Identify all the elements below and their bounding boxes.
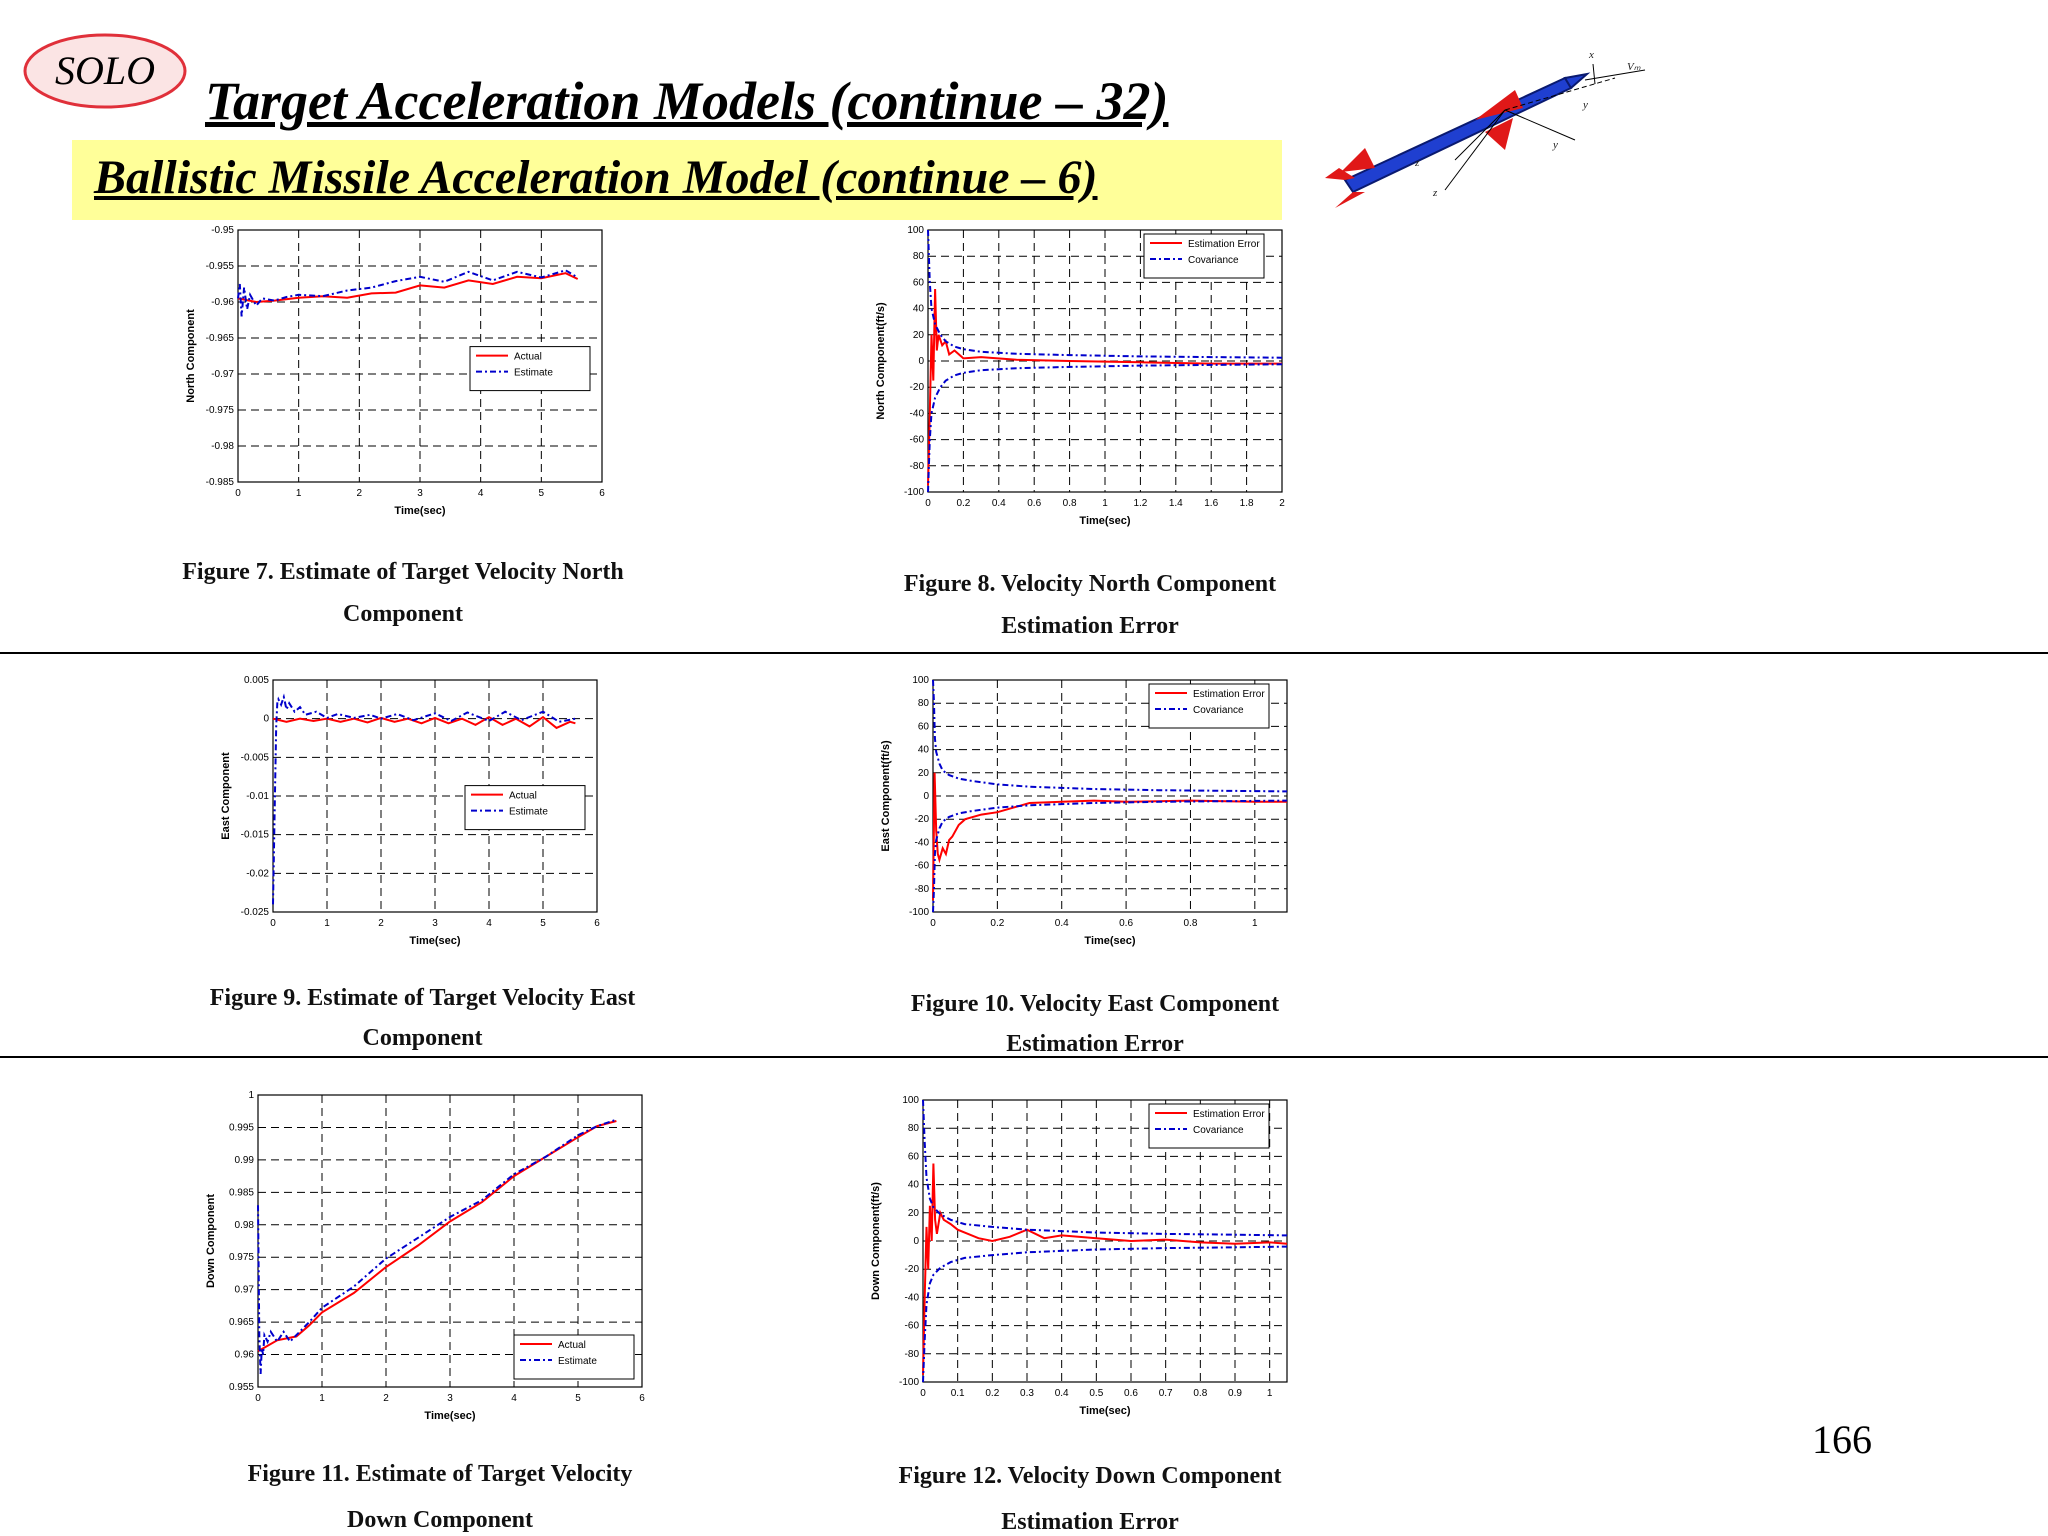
figure-8-caption xyxy=(880,572,1300,638)
x-tick-label: 2 xyxy=(1279,498,1285,509)
x-tick-label: 0.5 xyxy=(1089,1388,1104,1399)
legend xyxy=(514,1335,634,1379)
legend xyxy=(470,347,590,391)
x-tick-label: 2 xyxy=(383,1393,389,1404)
x-tick-label: 1 xyxy=(295,488,302,499)
legend xyxy=(465,786,585,830)
x-tick-label: 1.4 xyxy=(1168,498,1183,509)
x-tick-label: 0 xyxy=(235,488,241,499)
figure-12-caption xyxy=(860,1464,1320,1534)
legend xyxy=(1149,1104,1269,1148)
x-tick-label: 0 xyxy=(255,1393,261,1404)
x-tick-label: 5 xyxy=(575,1393,581,1404)
x-tick-label: 0.2 xyxy=(956,498,971,509)
figure-12-chart xyxy=(865,1090,1295,1430)
legend-label: Actual xyxy=(509,790,537,802)
y-tick-label: 40 xyxy=(917,744,929,756)
caption-line-2: Down Component xyxy=(346,1507,534,1533)
legend-label: Estimate xyxy=(509,806,548,818)
y-tick-label: 100 xyxy=(902,1095,919,1106)
y-tick-label: -0.965 xyxy=(205,333,234,344)
caption-line-2: Component xyxy=(342,601,463,627)
y-tick-label: -60 xyxy=(904,1320,919,1332)
figure-7-chart xyxy=(180,220,610,530)
svg-text:z: z xyxy=(1433,187,1438,199)
y-tick-label: 0.97 xyxy=(234,1284,254,1296)
y-tick-label: 0.96 xyxy=(234,1349,254,1361)
logo-text: SOLO xyxy=(54,48,156,93)
y-tick-label: -0.985 xyxy=(205,477,234,488)
y-tick-label: 0.985 xyxy=(228,1187,254,1199)
y-tick-label: -0.02 xyxy=(246,868,269,880)
x-tick-label: 0 xyxy=(920,1388,926,1399)
figure-10-chart xyxy=(875,670,1295,960)
y-tick-label: 80 xyxy=(907,1123,919,1135)
y-axis-label: Down Component xyxy=(205,1193,217,1289)
caption-line-1: Figure 9. Estimate of Target Velocity East xyxy=(209,985,636,1011)
x-tick-label: 0.7 xyxy=(1158,1388,1173,1399)
page-number: 166 xyxy=(1812,1417,1872,1462)
row-divider-1 xyxy=(0,652,2048,654)
y-tick-label: 0 xyxy=(923,791,929,802)
x-tick-label: 0 xyxy=(270,918,276,929)
caption-line-2: Estimation Error xyxy=(1001,1509,1179,1535)
y-tick-label: -80 xyxy=(904,1348,919,1360)
y-tick-label: -60 xyxy=(914,860,929,872)
y-tick-label: 0 xyxy=(913,1236,919,1247)
y-tick-label: 0.975 xyxy=(228,1252,254,1264)
y-tick-label: -0.025 xyxy=(240,907,269,918)
y-tick-label: 1 xyxy=(248,1090,254,1101)
x-tick-label: 0.4 xyxy=(991,498,1006,509)
solo-logo xyxy=(22,32,188,110)
x-tick-label: 0.3 xyxy=(1020,1388,1034,1399)
y-tick-label: 0.005 xyxy=(243,675,269,686)
missile-body xyxy=(1325,74,1587,208)
y-tick-label: -0.97 xyxy=(211,369,234,380)
x-tick-label: 2 xyxy=(356,488,363,499)
y-axis-label: East Component xyxy=(220,752,232,840)
x-tick-label: 1 xyxy=(1102,498,1108,509)
y-tick-label: 100 xyxy=(907,225,924,236)
x-axis-label: Time(sec) xyxy=(1079,515,1131,527)
x-tick-label: 3 xyxy=(447,1393,453,1404)
y-tick-label: 0.965 xyxy=(228,1317,254,1329)
legend-label: Covariance xyxy=(1188,255,1239,266)
x-tick-label: 1 xyxy=(324,918,330,929)
x-tick-label: 0.2 xyxy=(990,918,1005,929)
x-tick-label: 1.2 xyxy=(1133,498,1148,509)
missile-diagram-icon xyxy=(1325,40,1655,215)
y-axis-label: North Component(ft/s) xyxy=(875,302,887,420)
y-tick-label: 0.99 xyxy=(234,1154,254,1166)
y-tick-label: -60 xyxy=(909,434,924,446)
x-tick-label: 4 xyxy=(486,918,492,929)
y-tick-label: -0.015 xyxy=(240,829,269,841)
legend-label: Estimation Error xyxy=(1193,689,1265,700)
legend-label: Estimate xyxy=(514,367,553,379)
y-tick-label: -0.975 xyxy=(205,405,234,416)
x-tick-label: 0.9 xyxy=(1228,1388,1242,1399)
y-axis-label: East Component(ft/s) xyxy=(880,740,892,852)
x-tick-label: 5 xyxy=(540,918,546,929)
y-tick-label: -20 xyxy=(909,382,924,394)
legend-label: Covariance xyxy=(1193,705,1244,716)
y-tick-label: -0.96 xyxy=(211,297,234,308)
x-tick-label: 3 xyxy=(417,488,423,499)
svg-text:Vₘ: Vₘ xyxy=(1627,61,1641,73)
figure-8-chart xyxy=(870,220,1290,540)
legend xyxy=(1149,684,1269,728)
y-tick-label: 20 xyxy=(907,1207,919,1219)
legend xyxy=(1144,234,1264,278)
x-tick-label: 0 xyxy=(925,498,931,509)
x-tick-label: 0.6 xyxy=(1027,498,1042,509)
caption-line-2: Estimation Error xyxy=(1006,1031,1184,1057)
x-tick-label: 1.6 xyxy=(1204,498,1219,509)
legend-label: Covariance xyxy=(1193,1125,1244,1136)
y-tick-label: -20 xyxy=(904,1264,919,1276)
y-tick-label: -40 xyxy=(914,837,929,849)
svg-text:x: x xyxy=(1589,49,1594,61)
x-tick-label: 6 xyxy=(639,1393,645,1404)
y-tick-label: 0 xyxy=(918,356,924,367)
x-tick-label: 0.4 xyxy=(1054,1388,1069,1399)
x-tick-label: 6 xyxy=(599,488,605,499)
x-tick-label: 2 xyxy=(378,918,384,929)
x-tick-label: 0.8 xyxy=(1193,1388,1208,1399)
y-tick-label: 40 xyxy=(912,303,924,315)
legend-label: Actual xyxy=(514,351,542,363)
y-tick-label: 100 xyxy=(912,675,929,686)
x-tick-label: 5 xyxy=(538,488,545,499)
y-tick-label: -100 xyxy=(908,907,929,918)
y-tick-label: -0.01 xyxy=(246,791,269,802)
x-tick-label: 4 xyxy=(477,488,484,499)
x-axis-label: Time(sec) xyxy=(409,935,461,947)
caption-line-2: Estimation Error xyxy=(1001,613,1179,639)
caption-line-1: Figure 10. Velocity East Component xyxy=(910,991,1280,1017)
y-tick-label: 20 xyxy=(912,329,924,341)
x-tick-label: 6 xyxy=(594,918,600,929)
slide-subtitle: Ballistic Missile Acceleration Model (continue – 6) xyxy=(94,151,1098,204)
y-tick-label: -80 xyxy=(914,883,929,895)
x-axis-label: Time(sec) xyxy=(394,505,446,517)
x-axis-label: Time(sec) xyxy=(1084,935,1136,947)
x-tick-label: 0.6 xyxy=(1119,918,1134,929)
x-axis-label: Time(sec) xyxy=(1079,1405,1131,1417)
y-tick-label: 60 xyxy=(917,721,929,733)
y-tick-label: 60 xyxy=(912,277,924,289)
y-tick-label: -80 xyxy=(909,460,924,472)
figure-7-caption xyxy=(168,560,638,626)
y-axis-label: North Component xyxy=(185,309,197,403)
x-tick-label: 1 xyxy=(319,1393,325,1404)
x-tick-label: 4 xyxy=(511,1393,517,1404)
x-tick-label: 1.8 xyxy=(1239,498,1254,509)
caption-line-1: Figure 8. Velocity North Component xyxy=(903,571,1277,597)
y-tick-label: -0.005 xyxy=(240,752,269,764)
legend-label: Actual xyxy=(558,1340,586,1351)
svg-text:z: z xyxy=(1415,157,1420,169)
figure-11-caption xyxy=(200,1462,680,1532)
legend-label: Estimation Error xyxy=(1188,239,1260,250)
y-tick-label: -40 xyxy=(909,408,924,420)
y-tick-label: -100 xyxy=(903,487,924,498)
caption-line-1: Figure 7. Estimate of Target Velocity North xyxy=(182,559,624,585)
x-tick-label: 0.4 xyxy=(1054,918,1069,929)
x-tick-label: 0 xyxy=(930,918,936,929)
y-tick-label: -100 xyxy=(898,1377,919,1388)
y-tick-label: 60 xyxy=(907,1151,919,1163)
x-axis-label: Time(sec) xyxy=(424,1410,476,1422)
x-tick-label: 0.1 xyxy=(950,1388,965,1399)
y-tick-label: -0.95 xyxy=(211,225,234,236)
figure-10-caption xyxy=(885,992,1305,1056)
figure-11-chart xyxy=(200,1085,650,1435)
caption-line-1: Figure 11. Estimate of Target Velocity xyxy=(247,1461,633,1487)
y-tick-label: -40 xyxy=(904,1292,919,1304)
y-tick-label: 0.995 xyxy=(228,1122,254,1134)
y-tick-label: 0.955 xyxy=(228,1382,254,1393)
figure-9-chart xyxy=(215,670,605,960)
y-tick-label: 0 xyxy=(263,713,269,725)
x-tick-label: 1 xyxy=(1266,1388,1273,1399)
y-tick-label: -0.98 xyxy=(211,441,234,452)
y-tick-label: 20 xyxy=(917,767,929,779)
y-tick-label: 80 xyxy=(912,251,924,263)
caption-line-1: Figure 12. Velocity Down Component xyxy=(898,1463,1282,1489)
x-tick-label: 0.2 xyxy=(985,1388,1000,1399)
svg-text:y: y xyxy=(1553,139,1558,151)
y-tick-label: 80 xyxy=(917,698,929,710)
y-tick-label: -0.955 xyxy=(205,261,234,272)
x-tick-label: 1 xyxy=(1252,918,1258,929)
y-axis-label: Down Component(ft/s) xyxy=(870,1182,882,1300)
caption-line-2: Component xyxy=(362,1025,483,1051)
x-tick-label: 0.6 xyxy=(1124,1388,1138,1399)
figure-9-caption xyxy=(190,986,655,1050)
y-tick-label: -20 xyxy=(914,814,929,826)
x-tick-label: 3 xyxy=(432,918,438,929)
x-tick-label: 0.8 xyxy=(1183,918,1198,929)
y-tick-label: 0.98 xyxy=(234,1219,254,1231)
slide-title: Target Acceleration Models (continue – 32) xyxy=(205,71,1169,131)
legend-label: Estimate xyxy=(558,1356,597,1367)
x-tick-label: 0.8 xyxy=(1062,498,1077,509)
y-tick-label: 40 xyxy=(907,1179,919,1191)
svg-text:y: y xyxy=(1583,99,1588,111)
legend-label: Estimation Error xyxy=(1193,1109,1265,1120)
